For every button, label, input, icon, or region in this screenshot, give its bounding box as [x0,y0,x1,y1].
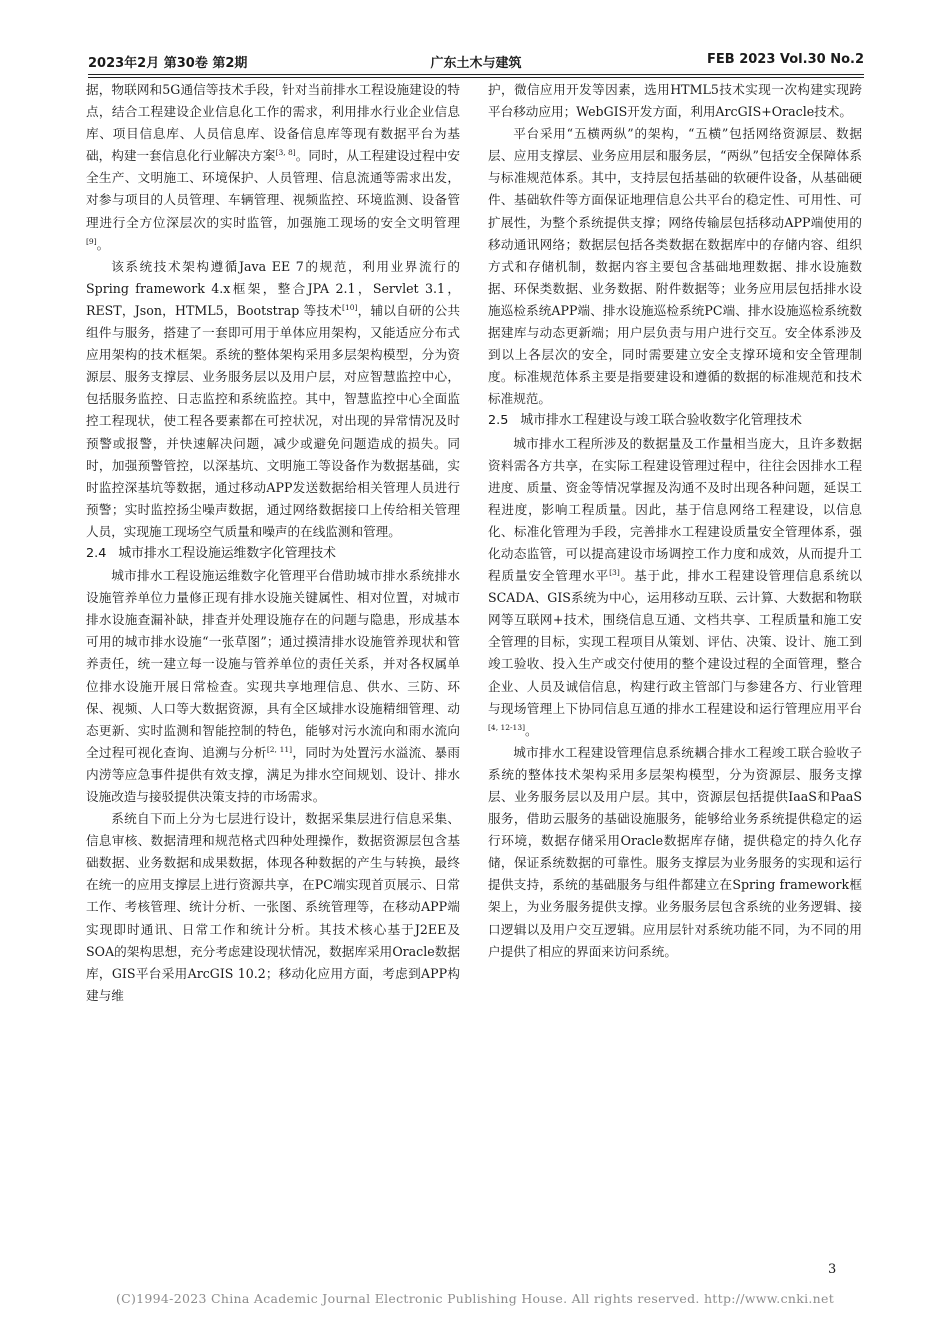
header-journal-title: 广东土木与建筑 [430,56,522,71]
header-rule-thick [88,74,864,75]
header-volume: FEB 2023 Vol.30 No.2 [707,52,864,67]
paragraph: 护，微信应用开发等因素，选用HTML5技术实现一次构建实现跨平台移动应用；WebGIS开发方面，利用ArcGIS+Oracle技术。 [488,82,862,120]
copyright-footer: (C)1994-2023 China Academic Journal Electronic Publishing House. All rights reserved. http://www.cnki.net [115,1291,835,1306]
page-number: 3 [828,1262,837,1277]
paragraph: 平台采用“五横两纵”的架构，“五横”包括网络资源层、数据层、应用支撑层、业务应用层和服务层，“两纵”包括安全保障体系与标准规范体系。其中，支持层包括基础的软硬件设备，从基础硬件、基础软件等方面保证地理信息公共平台的稳定性、可用性、可扩展性，为整个系统提供支撑；网络传输层包括移动APP端使用的移动通讯网络；数据层包括各类数据在数据库中的存储内容、组织方式和存储机制，数据内容主要包含基础地理数据、排水设施数据、环保类数据、业务数据、附件数据等；业务应用层包括排水设施巡检系统APP端、排水设施巡检系统PC端、排水设施巡检系统数据建库与动态更新端；用户层负责与用户进行交互。安全体系涉及到以上各层次的安全，同时需要建立安全支撑环境和安全管理制度。标准规范体系主要是指要建设和遵循的数据的标准规范和技术标准规范。 [488,126,862,407]
section-heading-2-4: 2.4 城市排水工程设施运维数字化管理技术 [86,545,336,561]
paragraph: 城市排水工程建设管理信息系统耦合排水工程竣工联合验收子系统的整体技术架构采用多层架构模型，分为资源层、服务支撑层、业务服务层以及用户层。其中，资源层包括提供IaaS和PaaS服务，借助云服务的基础设施服务，能够给业务系统提供稳定的运行环境，数据存储采用Oracle数据库存储，提供稳定的持久化存储，保证系统数据的可靠性。服务支撑层为业务服务的实现和运行提供支持，系统的基础服务与组件都建立在Spring framework框架上，为业务服务提供支撑。业务服务层包含系统的业务逻辑、接口逻辑以及用户交互逻辑。应用层针对系统功能不同，为不同的用户提供了相应的界面来访问系统。 [488,744,862,959]
citation[interactable]: [4, 12-13] [488,722,526,732]
left-column [86,79,460,1007]
paragraph: 该系统技术架构遵循Java EE 7的规范，利用业界流行的Spring framework 4.x框架，整合JPA 2.1，Servlet 3.1，REST，Json，HTML5，Bootstrap 等技术[10]，辅以自研的公共组件与服务，搭建了一套即可用于单体应用架构，又能适应分布式应用架构的技术框架。系统的整体架构采用多层架构模型，分为资源层、服务支撑层、业务服务层以及用户层，对应智慧监控中心，包括服务监控、日志监控和系统监控。其中，智慧监控中心全面监控工程现状，使工程各要素都在可控状况，对出现的异常情况及时预警或报警，并快速解决问题，减少或避免问题造成的损失。同时，加强预警管控，以深基坑、文明施工等设备作为数据基础，实时监控深基坑等数据，通过移动APP发送数据给相关管理人员进行预警；实时监控扬尘噪声数据，通过网络数据接口上传给相关管理人员，实现施工现场空气质量和噪声的在线监测和管理。 [86,258,460,539]
citation[interactable]: [10] [342,302,358,312]
paragraph: 系统自下而上分为七层进行设计，数据采集层进行信息采集、信息审核、数据清理和规范格式四种处理操作，数据资源层包含基础数据、业务数据和成果数据，体现各种数据的产生与转换，最终在统一的应用支撑层上进行资源共享，在PC端实现首页展示、日常工作、考核管理、统计分析、一张图、系统管理等，在移动APP端实现即时通讯、日常工作和统计分析。其技术核心基于J2EE及SOA的架构思想，充分考虑建设现状情况，数据库采用Oracle数据库，GIS平台采用ArcGIS 10.2；移动化应用方面，考虑到APP构建与维 [86,811,460,1003]
paragraph: 据，物联网和5G通信等技术手段，针对当前排水工程设施建设的特点，结合工程建设企业信息化工作的需求，利用排水行业企业信息库、项目信息库、人员信息库、设备信息库等现有数据平台为基础，构建一套信息化行业解决方案[3, 8]。同时，从工程建设过程中安全生产、文明施工、环境保护、人员管理、信息流通等需求出发，对参与项目的人员管理、车辆管理、视频监控、环境监测、设备管理进行全方位深层次的实时监管，加强施工现场的安全文明管理[9]。 [86,82,461,252]
paragraph: 城市排水工程所涉及的数据量及工作量相当庞大，且许多数据资料需各方共享，在实际工程建设管理过程中，往往会因排水工程进度、质量、资金等情况掌握及沟通不及时出现各种问题，延误工程进度，影响工程质量。因此，基于信息网络工程建设，以信息化、标准化管理为手段，完善排水工程建设质量安全管理体系，强化动态监管，可以提高建设市场调控工作力度和成效，从而提升工程质量安全管理水平[3]。基于此，排水工程建设管理信息系统以SCADA、GIS系统为中心，运用移动互联、云计算、大数据和物联网等互联网+技术，围绕信息互通、文档共享、工程质量和施工安全管理的目标，实现工程项目从策划、评估、决策、设计、施工到竣工验收、投入生产或交付使用的整个建设过程的全面管理，整合企业、人员及诚信信息，构建行政主管部门与参建各方、行业管理与现场管理上下协同信息互通的排水工程建设和运行管理应用平台[4, 12-13]。 [488,435,863,738]
citation[interactable]: [2, 11] [266,744,293,754]
paragraph: 城市排水工程设施运维数字化管理平台借助城市排水系统排水设施管养单位力量修正现有排水设施关键属性、相对位置，对城市排水设施查漏补缺，排查并处理设施存在的问题与隐患，形成基本可用的城市排水设施“一张草图”；通过摸清排水设施管养现状和管养责任，统一建立每一设施与管养单位的责任关系，并对各权属单位排水设施开展日常检查。实现共享地理信息、供水、三防、环保、视频、人口等大数据资源，具有全区域排水设施精细管理、动态更新、实时监测和智能控制的特色，能够对污水流向和雨水流向全过程可视化查询、追溯与分析[2, 11]，同时为处置污水溢流、暴雨内涝等应急事件提供有效支撑，满足为排水空间规划、设计、排水设施改造与接驳提供决策支持的市场需求。 [86,568,461,804]
citation[interactable]: [9] [86,236,97,246]
right-column [488,79,862,963]
header-issue: 2023年2月 第30卷 第2期 [88,56,248,71]
running-header [88,48,864,74]
citation[interactable]: [3] [609,567,620,577]
citation[interactable]: [3, 8] [275,148,296,158]
header-rule-thin [88,77,864,78]
section-heading-2-5: 2.5 城市排水工程建设与竣工联合验收数字化管理技术 [488,413,802,429]
